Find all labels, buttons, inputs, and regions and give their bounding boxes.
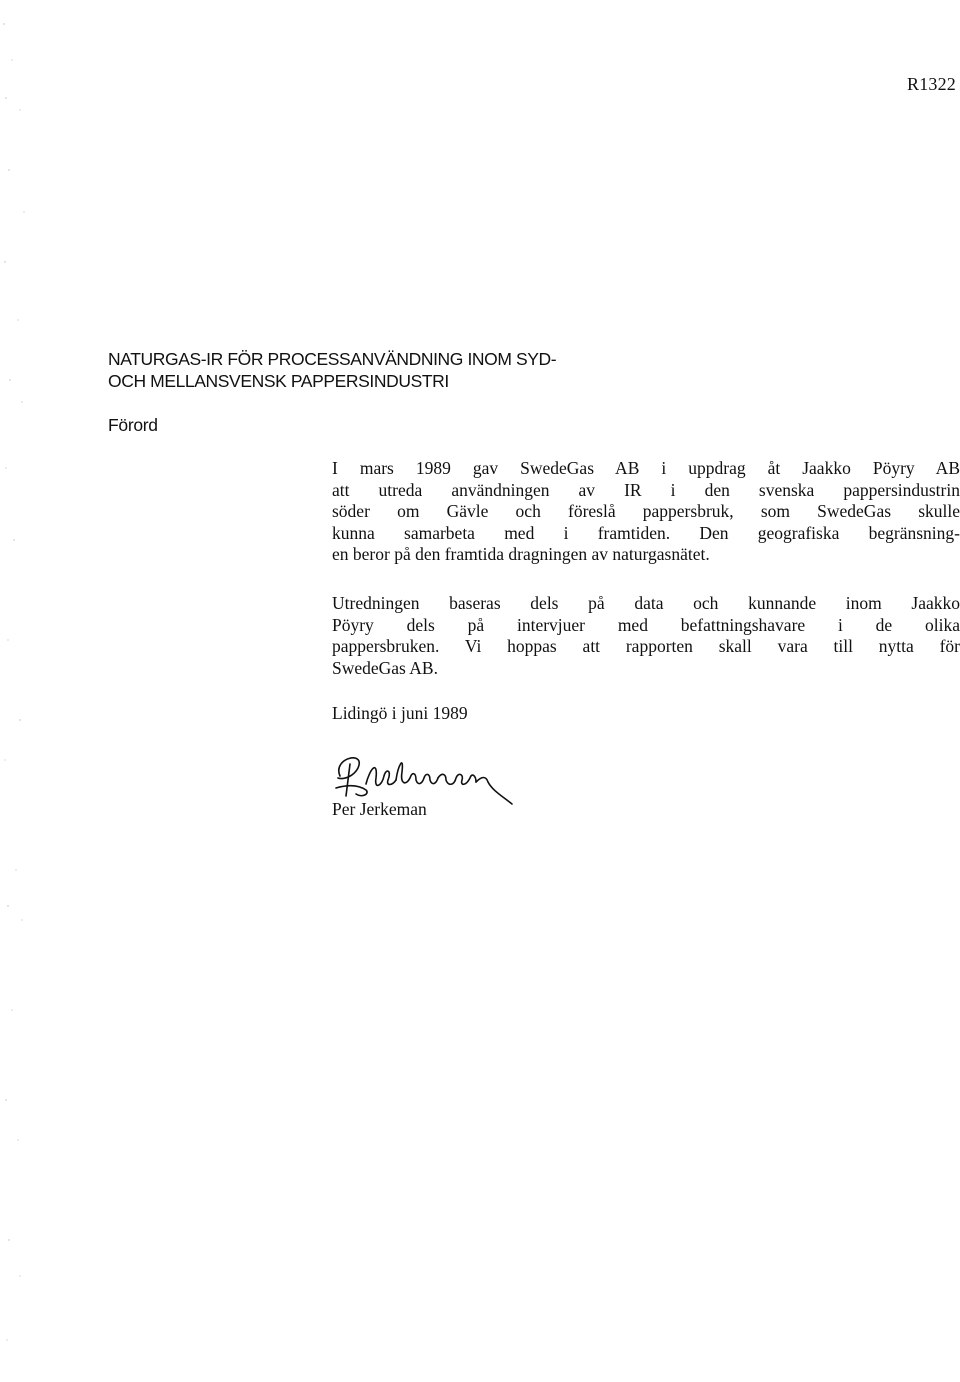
paragraph-line: kunna samarbeta med i framtiden. Den geografiska begränsning-	[332, 522, 960, 543]
document-title	[108, 348, 556, 392]
section-heading: Förord	[108, 415, 158, 435]
paragraph-line: pappersbruken. Vi hoppas att rapporten skall vara till nytta för	[332, 636, 960, 657]
place-date: Lidingö i juni 1989	[332, 703, 468, 723]
paragraph-line: Utredningen baseras dels på data och kunnande inom Jaakko	[332, 593, 960, 613]
paragraph-line: Pöyry dels på intervjuer med befattningshavare i de olika	[332, 614, 960, 635]
paragraph-line: I mars 1989 gav SwedeGas AB i uppdrag åt Jaakko Pöyry AB	[332, 458, 960, 478]
paragraph-line: att utreda användningen av IR i den svenska pappersindustrin	[332, 479, 960, 500]
paragraph	[332, 593, 960, 679]
title-line: NATURGAS-IR FÖR PROCESSANVÄNDNING INOM SYD-	[108, 349, 557, 369]
signer-name: Per Jerkeman	[332, 799, 427, 819]
scan-noise	[0, 0, 40, 1382]
title-line: OCH MELLANSVENSK PAPPERSINDUSTRI	[108, 371, 449, 391]
paragraph-line: SwedeGas AB.	[332, 657, 438, 678]
paragraph-line: en beror på den framtida dragningen av naturgasnätet.	[332, 544, 710, 565]
document-id: R1322	[906, 74, 956, 94]
paragraph-line: söder om Gävle och föreslå pappersbruk, som SwedeGas skulle	[332, 501, 960, 522]
paragraph	[332, 458, 960, 566]
